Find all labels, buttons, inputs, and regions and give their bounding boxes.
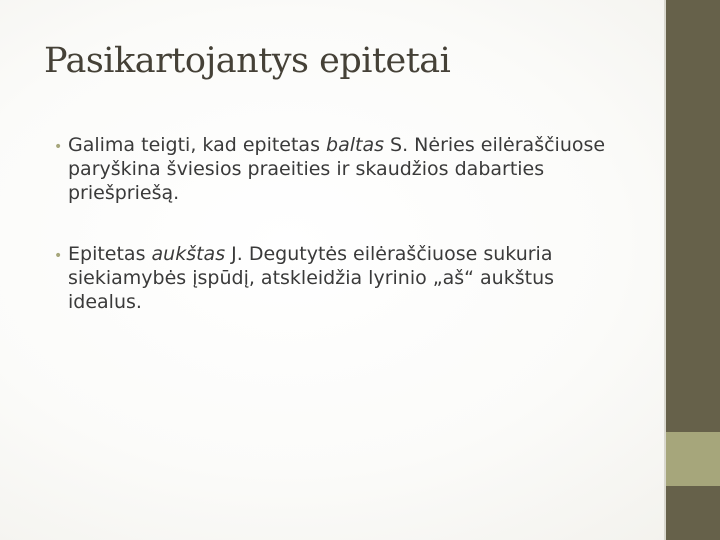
sidebar-accent-block [666, 432, 720, 486]
bullet-text-end: J. Degutytės eilėraščiuose sukuria siekiamybės įspūdį, atskleidžia lyrinio „aš“ aukštus idealus. [68, 242, 555, 313]
bullet-text-end: S. Nėries eilėraščiuose paryškina šviesios praeities ir skaudžios dabarties priešpriešą. [68, 134, 606, 204]
bullet-item [50, 243, 630, 315]
sidebar-bar [666, 0, 720, 432]
bullet-emphasis: baltas [326, 134, 384, 156]
bullet-item [50, 134, 630, 206]
sidebar-bottom-block [666, 486, 720, 540]
bullet-list [50, 134, 630, 352]
bullet-emphasis: aukštas [151, 242, 226, 265]
bullet-text-start: Epitetas [68, 242, 152, 265]
bullet-text-start: Galima teigti, kad epitetas [68, 134, 327, 156]
bullet-icon: • [54, 247, 63, 264]
bullet-icon: • [54, 139, 63, 155]
slide-title: Pasikartojantys epitetai [44, 41, 451, 81]
